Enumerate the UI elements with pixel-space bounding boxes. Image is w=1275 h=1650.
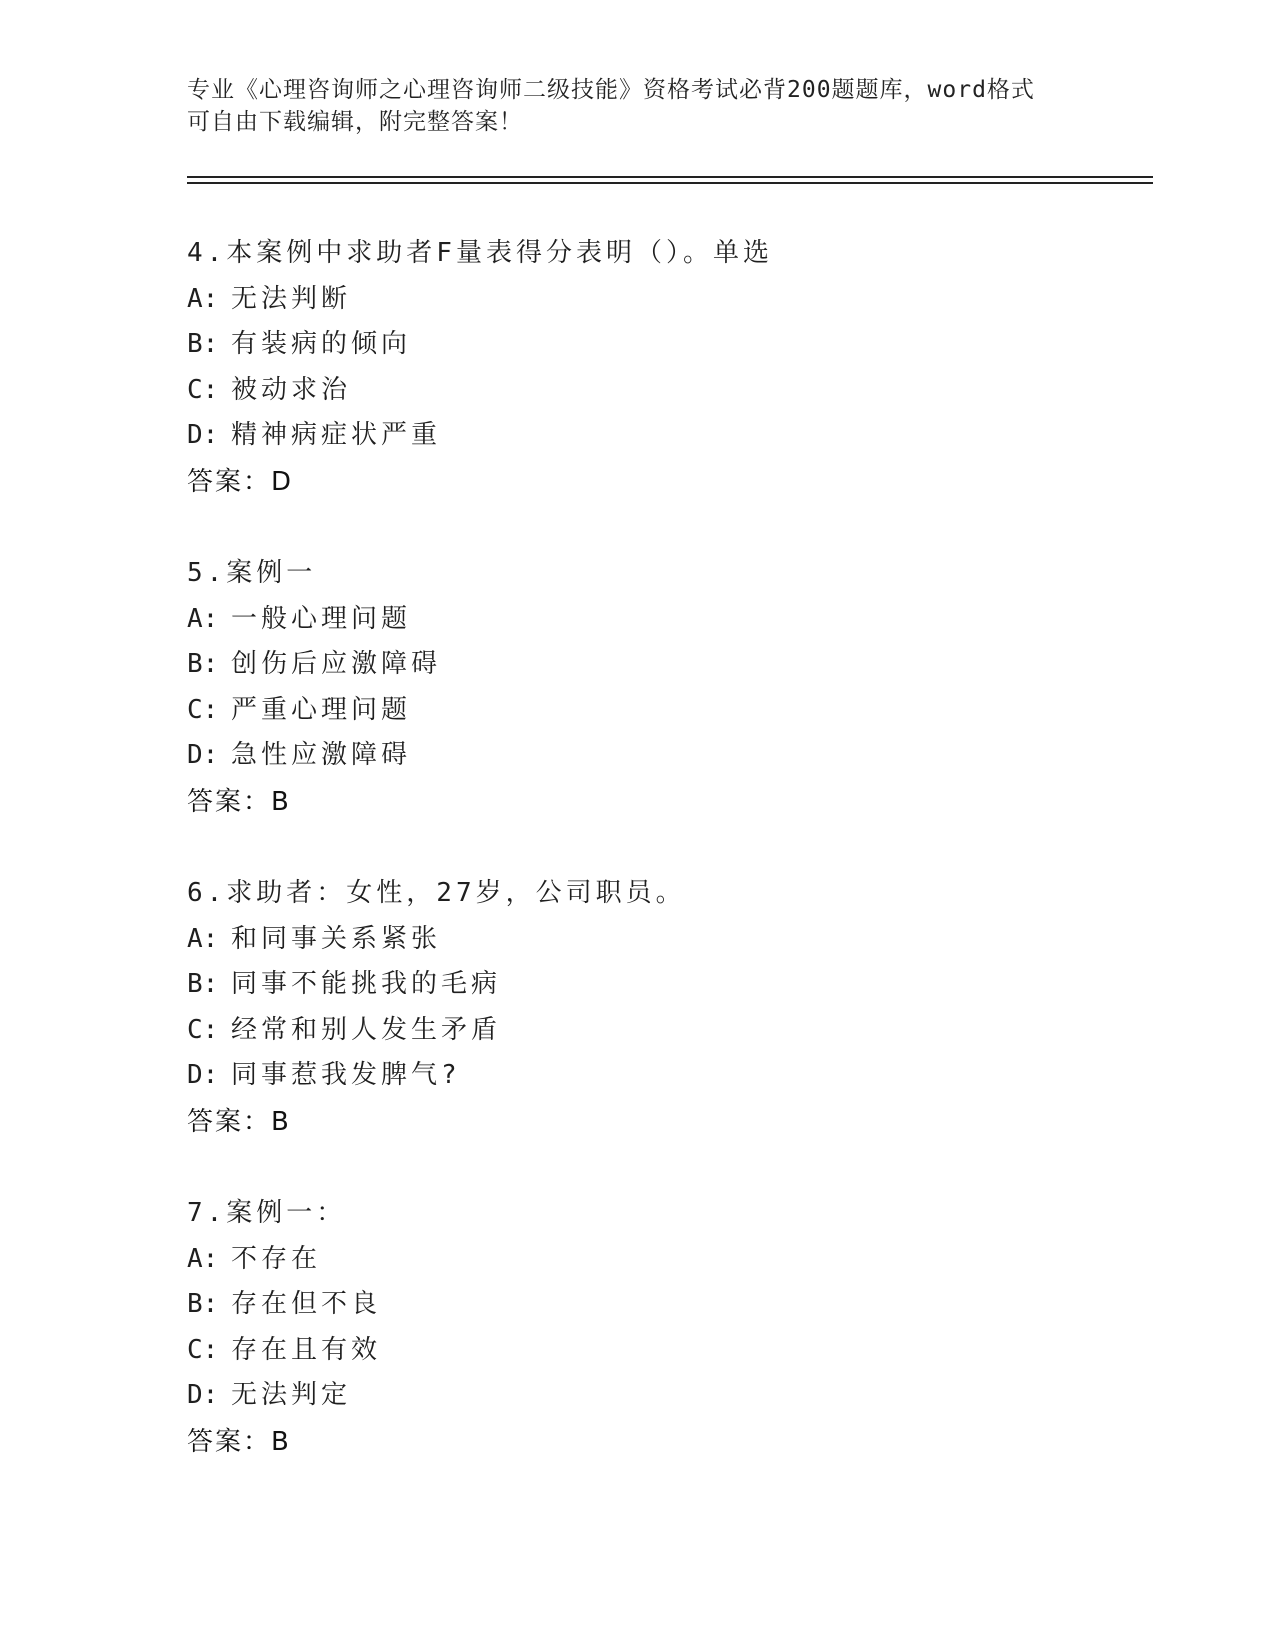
option-letter: A: — [187, 923, 219, 954]
option-text: 无法判定 — [231, 1380, 352, 1410]
option-text: 创伤后应激障碍 — [231, 649, 442, 679]
option-text: 同事惹我发脾气? — [231, 1060, 461, 1090]
option-b — [187, 642, 1087, 688]
answer-line: 答案：B — [187, 786, 291, 817]
answer-line: 答案：B — [187, 1426, 291, 1457]
option-text: 不存在 — [231, 1243, 322, 1274]
option-letter: C: — [187, 694, 219, 725]
option-text: 严重心理问题 — [231, 694, 412, 725]
option-text: 经常和别人发生矛盾 — [231, 1014, 502, 1045]
option-a — [187, 597, 1087, 643]
option-text: 精神病症状严重 — [231, 420, 442, 450]
option-text: 一般心理问题 — [231, 603, 412, 634]
option-letter: D: — [187, 1380, 219, 1410]
option-d — [187, 733, 1087, 779]
option-text: 存在且有效 — [231, 1334, 382, 1365]
question-stem: 5.案例一 — [187, 558, 317, 588]
option-letter: D: — [187, 1060, 219, 1090]
option-letter: B: — [187, 329, 219, 359]
option-letter: D: — [187, 420, 219, 450]
option-a — [187, 1237, 1087, 1283]
option-a — [187, 917, 1087, 963]
option-c — [187, 688, 1087, 734]
option-text: 同事不能挑我的毛病 — [231, 969, 502, 999]
header-line-1: 专业《心理咨询师之心理咨询师二级技能》资格考试必背200题题库，word格式 — [187, 77, 1035, 103]
header-line-2: 可自由下载编辑，附完整答案！ — [187, 109, 523, 135]
option-c — [187, 1328, 1087, 1374]
option-letter: C: — [187, 1014, 219, 1045]
option-c — [187, 1008, 1087, 1054]
question-stem: 6.求助者：女性，27岁，公司职员。 — [187, 878, 686, 908]
option-text: 存在但不良 — [231, 1289, 382, 1319]
header-divider-top — [187, 176, 1153, 178]
option-letter: B: — [187, 969, 219, 999]
option-c — [187, 368, 1087, 414]
answer-line: 答案：D — [187, 466, 294, 497]
option-text: 无法判断 — [231, 283, 352, 314]
option-text: 有装病的倾向 — [231, 329, 412, 359]
header-divider-bottom — [187, 182, 1153, 184]
option-letter: A: — [187, 283, 219, 314]
question-stem: 7.案例一： — [187, 1198, 347, 1228]
option-b — [187, 962, 1087, 1008]
option-letter: B: — [187, 1289, 219, 1319]
option-d — [187, 1053, 1087, 1099]
answer-line: 答案：B — [187, 1106, 291, 1137]
question-block — [187, 1191, 1087, 1465]
option-text: 被动求治 — [231, 374, 352, 405]
option-letter: A: — [187, 603, 219, 634]
option-b — [187, 322, 1087, 368]
question-block — [187, 551, 1087, 825]
option-letter: B: — [187, 649, 219, 679]
option-letter: C: — [187, 374, 219, 405]
question-block — [187, 231, 1087, 505]
option-d — [187, 1373, 1087, 1419]
option-letter: A: — [187, 1243, 219, 1274]
option-letter: C: — [187, 1334, 219, 1365]
option-text: 急性应激障碍 — [231, 740, 412, 770]
question-stem: 4.本案例中求助者F量表得分表明（）。单选 — [187, 238, 773, 268]
option-letter: D: — [187, 740, 219, 770]
option-text: 和同事关系紧张 — [231, 923, 442, 954]
document-header — [187, 74, 1087, 138]
option-b — [187, 1282, 1087, 1328]
option-d — [187, 413, 1087, 459]
question-block — [187, 871, 1087, 1145]
option-a — [187, 277, 1087, 323]
